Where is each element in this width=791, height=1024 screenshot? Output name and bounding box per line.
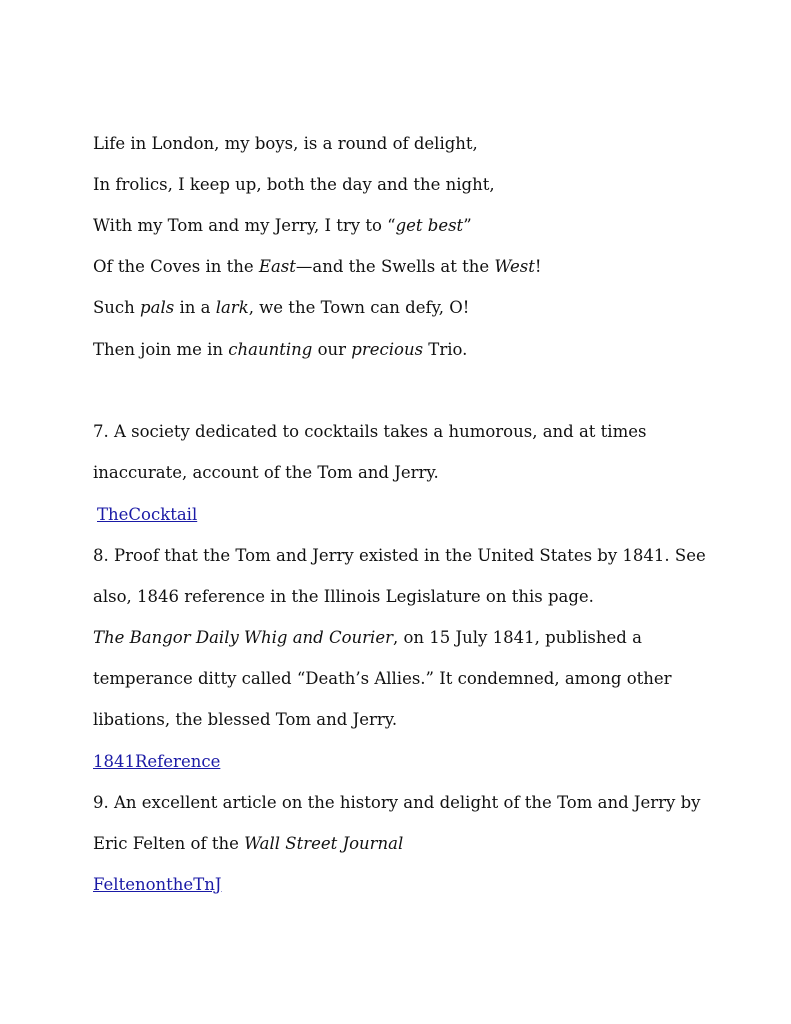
verse-line-5-a: Such — [93, 298, 141, 317]
note-9-line-1 — [93, 793, 701, 813]
the-cocktail-link[interactable]: TheCocktail — [97, 505, 198, 524]
verse-line-3-end: ” — [463, 216, 472, 235]
verse-line-5-lark: lark — [215, 298, 249, 317]
verse-line-6-chaunting: chaunting — [228, 340, 313, 359]
1841-reference-link[interactable]: 1841Reference — [93, 752, 221, 771]
newspaper-title: The Bangor Daily Whig and Courier — [93, 628, 393, 647]
verse-line-2-text: In frolics, I keep up, both the day and the night, — [93, 175, 495, 194]
verse-line-5 — [93, 298, 469, 318]
verse-line-6-a: Then join me in — [93, 340, 229, 359]
note-8-link-line — [93, 752, 220, 772]
verse-line-4-c: —and the Swells at the — [295, 257, 495, 276]
note-7-line-2 — [93, 463, 439, 483]
verse-line-2 — [93, 175, 495, 195]
verse-line-3 — [93, 216, 472, 236]
verse-line-1 — [93, 134, 478, 154]
verse-line-4-e: ! — [534, 257, 542, 276]
note-8-line-2-text: also, 1846 reference in the Illinois Legislature on this page. — [93, 587, 594, 606]
newspaper-wsj: Wall Street Journal — [244, 834, 404, 853]
note-9-line-1-text: 9. An excellent article on the history and delight of the Tom and Jerry by — [93, 793, 701, 812]
note-8-line-2 — [93, 587, 594, 607]
note-9-line-2 — [93, 834, 403, 854]
verse-line-4-a: Of the Coves in the — [93, 257, 259, 276]
note-8-line-5 — [93, 710, 397, 730]
note-7-link-line — [97, 505, 197, 525]
note-8-line-1 — [93, 546, 706, 566]
verse-line-5-pals: pals — [140, 298, 175, 317]
verse-line-5-e: , we the Town can defy, O! — [248, 298, 470, 317]
verse-line-3-start: With my Tom and my Jerry, I try to “ — [93, 216, 396, 235]
verse-line-4 — [93, 257, 542, 277]
verse-line-5-c: in a — [174, 298, 216, 317]
verse-line-3-italic: get best — [395, 216, 464, 235]
note-8-line-4-text: temperance ditty called “Death’s Allies.” It condemned, among other — [93, 669, 672, 688]
note-7-line-1 — [93, 422, 646, 442]
verse-line-6 — [93, 340, 467, 360]
verse-line-4-east: East — [258, 257, 296, 276]
verse-line-6-c: our — [312, 340, 352, 359]
note-7-line-1-text: 7. A society dedicated to cocktails takes a humorous, and at times — [93, 422, 647, 441]
note-8-line-3 — [93, 628, 642, 648]
felten-on-the-tnj-link[interactable]: FeltenontheTnJ — [93, 875, 222, 894]
note-8-line-4 — [93, 669, 672, 689]
note-8-line-5-text: libations, the blessed Tom and Jerry. — [93, 710, 398, 729]
verse-line-6-e: Trio. — [423, 340, 468, 359]
verse-line-6-precious: precious — [351, 340, 424, 359]
note-9-link-line — [93, 875, 221, 895]
verse-line-4-west: West — [494, 257, 535, 276]
note-9-line-2-start: Eric Felten of the — [93, 834, 245, 853]
note-8-line-1-text: 8. Proof that the Tom and Jerry existed in the United States by 1841. See — [93, 546, 706, 565]
verse-line-1-text: Life in London, my boys, is a round of delight, — [93, 134, 478, 153]
note-8-line-3-rest: , on 15 July 1841, published a — [393, 628, 642, 647]
note-7-line-2-text: inaccurate, account of the Tom and Jerry. — [93, 463, 439, 482]
